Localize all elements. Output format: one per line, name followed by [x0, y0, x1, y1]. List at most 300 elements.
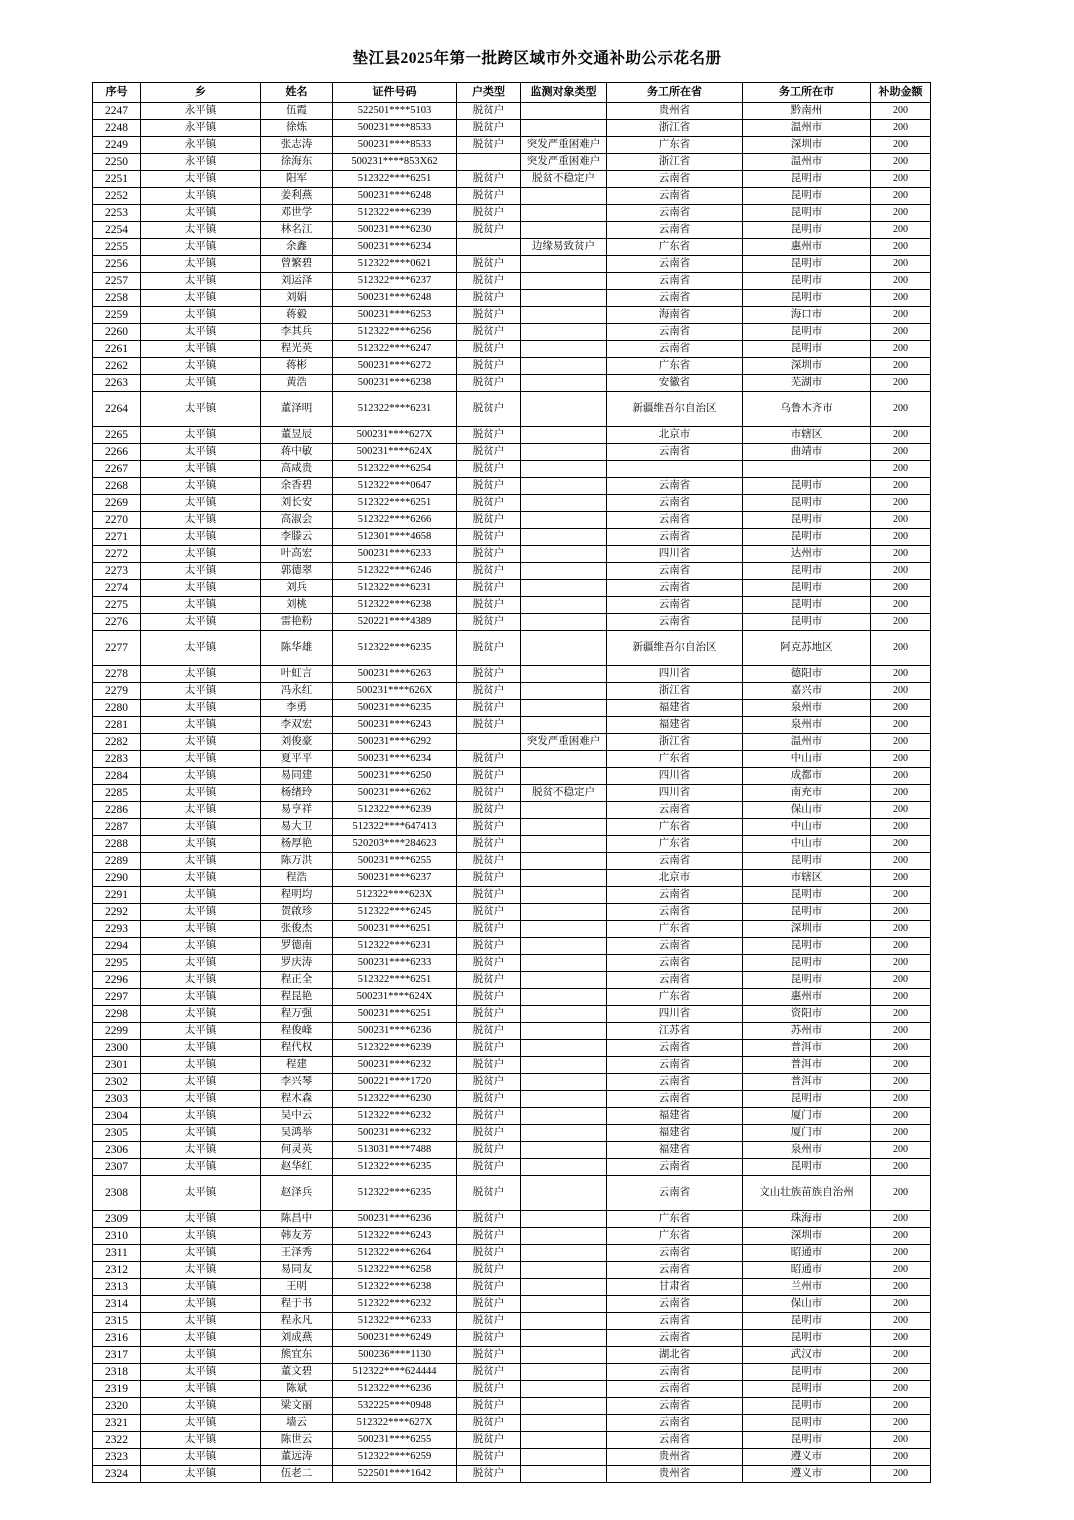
cell-subsidy-amount: 200: [871, 1262, 931, 1279]
cell-monitor-type: [521, 307, 607, 324]
cell-township: 太平镇: [141, 785, 261, 802]
cell-serial: 2285: [93, 785, 141, 802]
cell-work-province: 云南省: [607, 938, 743, 955]
cell-work-province: 云南省: [607, 290, 743, 307]
table-row: [93, 290, 931, 307]
cell-work-province: 云南省: [607, 1296, 743, 1313]
cell-work-city: 曲靖市: [743, 444, 871, 461]
table-row: [93, 1211, 931, 1228]
cell-subsidy-amount: 200: [871, 1330, 931, 1347]
cell-name: 余鑫: [261, 239, 333, 256]
cell-name: 刘成燕: [261, 1330, 333, 1347]
cell-serial: 2260: [93, 324, 141, 341]
cell-id-number: 500231****6233: [333, 546, 457, 563]
cell-work-city: 昆明市: [743, 1313, 871, 1330]
table-row: [93, 1057, 931, 1074]
cell-id-number: 512322****627X: [333, 1415, 457, 1432]
cell-serial: 2288: [93, 836, 141, 853]
cell-name: 赵泽兵: [261, 1176, 333, 1211]
cell-household-type: 脱贫户: [457, 188, 521, 205]
cell-monitor-type: [521, 188, 607, 205]
cell-household-type: 脱贫户: [457, 819, 521, 836]
cell-name: 李双宏: [261, 717, 333, 734]
cell-name: 程万强: [261, 1006, 333, 1023]
cell-township: 太平镇: [141, 921, 261, 938]
cell-township: 太平镇: [141, 273, 261, 290]
cell-household-type: 脱贫户: [457, 802, 521, 819]
cell-work-city: 昆明市: [743, 256, 871, 273]
cell-household-type: 脱贫户: [457, 375, 521, 392]
cell-work-province: 云南省: [607, 1040, 743, 1057]
cell-name: 叶虹言: [261, 666, 333, 683]
cell-work-city: 遵义市: [743, 1449, 871, 1466]
cell-township: 太平镇: [141, 1074, 261, 1091]
cell-work-province: 四川省: [607, 546, 743, 563]
cell-township: 太平镇: [141, 239, 261, 256]
cell-name: 韩友芳: [261, 1228, 333, 1245]
cell-township: 太平镇: [141, 938, 261, 955]
cell-subsidy-amount: 200: [871, 307, 931, 324]
cell-serial: 2301: [93, 1057, 141, 1074]
cell-monitor-type: [521, 256, 607, 273]
cell-serial: 2324: [93, 1466, 141, 1483]
cell-name: 高咸贵: [261, 461, 333, 478]
cell-subsidy-amount: 200: [871, 188, 931, 205]
cell-township: 太平镇: [141, 1108, 261, 1125]
cell-monitor-type: [521, 1211, 607, 1228]
cell-township: 太平镇: [141, 1381, 261, 1398]
cell-work-city: 昆明市: [743, 222, 871, 239]
cell-id-number: 500231****6234: [333, 751, 457, 768]
table-row: [93, 700, 931, 717]
cell-name: 董泽明: [261, 392, 333, 427]
cell-township: 太平镇: [141, 853, 261, 870]
cell-subsidy-amount: 200: [871, 631, 931, 666]
cell-serial: 2299: [93, 1023, 141, 1040]
cell-id-number: 500231****6238: [333, 375, 457, 392]
cell-monitor-type: [521, 614, 607, 631]
cell-work-province: 云南省: [607, 1313, 743, 1330]
cell-subsidy-amount: 200: [871, 802, 931, 819]
cell-name: 刘俊豪: [261, 734, 333, 751]
cell-work-province: 福建省: [607, 1125, 743, 1142]
cell-subsidy-amount: 200: [871, 137, 931, 154]
cell-monitor-type: [521, 529, 607, 546]
cell-subsidy-amount: 200: [871, 290, 931, 307]
table-row: [93, 631, 931, 666]
cell-work-city: 文山壮族苗族自治州: [743, 1176, 871, 1211]
cell-name: 夏平平: [261, 751, 333, 768]
cell-monitor-type: [521, 358, 607, 375]
cell-serial: 2259: [93, 307, 141, 324]
cell-township: 太平镇: [141, 614, 261, 631]
cell-name: 高淑会: [261, 512, 333, 529]
cell-work-city: 德阳市: [743, 666, 871, 683]
table-row: [93, 836, 931, 853]
cell-name: 王泽秀: [261, 1245, 333, 1262]
cell-serial: 2277: [93, 631, 141, 666]
cell-work-city: 昆明市: [743, 1432, 871, 1449]
cell-township: 太平镇: [141, 631, 261, 666]
cell-serial: 2264: [93, 392, 141, 427]
cell-monitor-type: 边缘易致贫户: [521, 239, 607, 256]
cell-monitor-type: [521, 375, 607, 392]
cell-work-province: 云南省: [607, 563, 743, 580]
cell-work-province: 云南省: [607, 188, 743, 205]
cell-work-city: 乌鲁木齐市: [743, 392, 871, 427]
table-row: [93, 1159, 931, 1176]
cell-household-type: 脱贫户: [457, 972, 521, 989]
cell-name: 易大卫: [261, 819, 333, 836]
table-row: [93, 887, 931, 904]
table-row: [93, 972, 931, 989]
cell-work-city: 达州市: [743, 546, 871, 563]
cell-township: 太平镇: [141, 478, 261, 495]
cell-id-number: 512322****6258: [333, 1262, 457, 1279]
cell-id-number: 500231****6234: [333, 239, 457, 256]
cell-township: 太平镇: [141, 427, 261, 444]
cell-serial: 2255: [93, 239, 141, 256]
cell-subsidy-amount: 200: [871, 989, 931, 1006]
cell-monitor-type: [521, 989, 607, 1006]
cell-id-number: 512322****623X: [333, 887, 457, 904]
cell-subsidy-amount: 200: [871, 392, 931, 427]
cell-household-type: 脱贫户: [457, 1023, 521, 1040]
cell-name: 程明均: [261, 887, 333, 904]
cell-monitor-type: [521, 273, 607, 290]
cell-subsidy-amount: 200: [871, 1176, 931, 1211]
page-title: 垫江县2025年第一批跨区域市外交通补助公示花名册: [352, 50, 722, 67]
cell-township: 太平镇: [141, 751, 261, 768]
cell-serial: 2269: [93, 495, 141, 512]
cell-subsidy-amount: 200: [871, 1228, 931, 1245]
table-row: [93, 1108, 931, 1125]
cell-name: 邓世学: [261, 205, 333, 222]
cell-subsidy-amount: 200: [871, 819, 931, 836]
table-row: [93, 375, 931, 392]
cell-name: 梁文丽: [261, 1398, 333, 1415]
cell-work-city: 昆明市: [743, 1415, 871, 1432]
cell-work-city: 温州市: [743, 154, 871, 171]
cell-household-type: 脱贫户: [457, 853, 521, 870]
table-row: [93, 1432, 931, 1449]
cell-name: 程俊峰: [261, 1023, 333, 1040]
cell-township: 太平镇: [141, 444, 261, 461]
cell-work-province: 甘肃省: [607, 1279, 743, 1296]
cell-work-province: 四川省: [607, 785, 743, 802]
cell-id-number: 500231****6233: [333, 955, 457, 972]
cell-work-province: 云南省: [607, 1262, 743, 1279]
cell-serial: 2253: [93, 205, 141, 222]
cell-monitor-type: [521, 1398, 607, 1415]
cell-work-province: 云南省: [607, 495, 743, 512]
cell-work-city: 温州市: [743, 120, 871, 137]
cell-name: 姜利燕: [261, 188, 333, 205]
cell-id-number: 512322****6237: [333, 273, 457, 290]
cell-township: 太平镇: [141, 256, 261, 273]
cell-township: 太平镇: [141, 1449, 261, 1466]
cell-work-city: 芜湖市: [743, 375, 871, 392]
cell-serial: 2268: [93, 478, 141, 495]
cell-name: 易同友: [261, 1262, 333, 1279]
cell-monitor-type: [521, 205, 607, 222]
cell-serial: 2294: [93, 938, 141, 955]
cell-id-number: 500231****6253: [333, 307, 457, 324]
cell-work-city: 昆明市: [743, 188, 871, 205]
cell-work-province: 云南省: [607, 1074, 743, 1091]
cell-id-number: 512322****6236: [333, 1381, 457, 1398]
cell-work-city: 嘉兴市: [743, 683, 871, 700]
cell-township: 太平镇: [141, 955, 261, 972]
cell-household-type: 脱贫户: [457, 1211, 521, 1228]
cell-name: 徐炼: [261, 120, 333, 137]
cell-id-number: 512322****6264: [333, 1245, 457, 1262]
cell-work-city: 昆明市: [743, 273, 871, 290]
cell-id-number: 512322****6232: [333, 1108, 457, 1125]
cell-work-province: 四川省: [607, 1006, 743, 1023]
table-row: [93, 563, 931, 580]
cell-subsidy-amount: 200: [871, 1142, 931, 1159]
cell-township: 太平镇: [141, 375, 261, 392]
table-row: [93, 478, 931, 495]
cell-work-city: 资阳市: [743, 1006, 871, 1023]
cell-name: 程代权: [261, 1040, 333, 1057]
cell-work-province: 福建省: [607, 700, 743, 717]
cell-subsidy-amount: 200: [871, 955, 931, 972]
cell-work-province: 云南省: [607, 1432, 743, 1449]
cell-work-province: 北京市: [607, 427, 743, 444]
cell-household-type: 脱贫户: [457, 785, 521, 802]
cell-serial: 2271: [93, 529, 141, 546]
table-row: [93, 955, 931, 972]
cell-subsidy-amount: 200: [871, 1091, 931, 1108]
cell-monitor-type: [521, 1449, 607, 1466]
cell-work-city: 保山市: [743, 1296, 871, 1313]
cell-name: 何灵英: [261, 1142, 333, 1159]
table-row: [93, 1091, 931, 1108]
cell-monitor-type: [521, 1415, 607, 1432]
cell-id-number: 500231****624X: [333, 989, 457, 1006]
cell-subsidy-amount: 200: [871, 427, 931, 444]
cell-household-type: 脱贫户: [457, 103, 521, 120]
cell-work-city: 普洱市: [743, 1057, 871, 1074]
cell-work-city: 中山市: [743, 836, 871, 853]
cell-subsidy-amount: 200: [871, 103, 931, 120]
cell-monitor-type: [521, 290, 607, 307]
cell-subsidy-amount: 200: [871, 785, 931, 802]
table-row: [93, 1398, 931, 1415]
cell-id-number: 512322****6245: [333, 904, 457, 921]
cell-monitor-type: [521, 1381, 607, 1398]
cell-work-province: 广东省: [607, 819, 743, 836]
table-row: [93, 1125, 931, 1142]
cell-name: 程正全: [261, 972, 333, 989]
table-row: [93, 137, 931, 154]
table-row: [93, 904, 931, 921]
cell-township: 太平镇: [141, 1313, 261, 1330]
cell-name: 徐海东: [261, 154, 333, 171]
cell-name: 郭德翠: [261, 563, 333, 580]
cell-work-city: 昆明市: [743, 904, 871, 921]
cell-household-type: 脱贫户: [457, 478, 521, 495]
cell-subsidy-amount: 200: [871, 1125, 931, 1142]
cell-monitor-type: [521, 392, 607, 427]
cell-work-city: 昆明市: [743, 1091, 871, 1108]
column-header-work-province: 务工所在省: [607, 83, 743, 103]
cell-work-province: 福建省: [607, 1142, 743, 1159]
cell-monitor-type: [521, 495, 607, 512]
table-row: [93, 171, 931, 188]
cell-serial: 2266: [93, 444, 141, 461]
cell-name: 刘兵: [261, 580, 333, 597]
table-row: [93, 1245, 931, 1262]
cell-household-type: 脱贫户: [457, 563, 521, 580]
cell-work-province: 云南省: [607, 1330, 743, 1347]
cell-serial: 2281: [93, 717, 141, 734]
cell-subsidy-amount: 200: [871, 222, 931, 239]
cell-serial: 2257: [93, 273, 141, 290]
cell-id-number: 512322****6256: [333, 324, 457, 341]
cell-id-number: 512322****6239: [333, 802, 457, 819]
cell-name: 吴鸿举: [261, 1125, 333, 1142]
cell-township: 太平镇: [141, 1347, 261, 1364]
cell-id-number: 500231****626X: [333, 683, 457, 700]
cell-work-city: [743, 461, 871, 478]
cell-household-type: 脱贫户: [457, 580, 521, 597]
table-row: [93, 819, 931, 836]
cell-id-number: 512322****6231: [333, 938, 457, 955]
cell-household-type: 脱贫户: [457, 1415, 521, 1432]
cell-work-province: 广东省: [607, 921, 743, 938]
cell-household-type: 脱贫户: [457, 1040, 521, 1057]
cell-serial: 2254: [93, 222, 141, 239]
table-row: [93, 1279, 931, 1296]
cell-monitor-type: [521, 955, 607, 972]
table-row: [93, 597, 931, 614]
cell-work-province: 云南省: [607, 597, 743, 614]
cell-monitor-type: [521, 1040, 607, 1057]
cell-monitor-type: 突发严重困难户: [521, 154, 607, 171]
cell-work-city: 成都市: [743, 768, 871, 785]
cell-serial: 2296: [93, 972, 141, 989]
cell-work-province: 广东省: [607, 836, 743, 853]
cell-serial: 2297: [93, 989, 141, 1006]
cell-subsidy-amount: 200: [871, 1415, 931, 1432]
table-row: [93, 1262, 931, 1279]
cell-id-number: 500231****853X62: [333, 154, 457, 171]
cell-work-city: 昆明市: [743, 955, 871, 972]
cell-township: 太平镇: [141, 171, 261, 188]
cell-subsidy-amount: 200: [871, 751, 931, 768]
cell-serial: 2287: [93, 819, 141, 836]
column-header-name: 姓名: [261, 83, 333, 103]
cell-household-type: 脱贫户: [457, 171, 521, 188]
table-row: [93, 580, 931, 597]
cell-work-province: 云南省: [607, 1381, 743, 1398]
cell-name: 刘长安: [261, 495, 333, 512]
cell-work-city: 昆明市: [743, 1381, 871, 1398]
cell-id-number: 512322****6254: [333, 461, 457, 478]
cell-work-province: 云南省: [607, 1415, 743, 1432]
cell-work-province: 广东省: [607, 137, 743, 154]
table-row: [93, 717, 931, 734]
cell-township: 太平镇: [141, 972, 261, 989]
cell-household-type: 脱贫户: [457, 512, 521, 529]
table-row: [93, 358, 931, 375]
cell-subsidy-amount: 200: [871, 478, 931, 495]
cell-township: 太平镇: [141, 683, 261, 700]
cell-name: 程浩: [261, 870, 333, 887]
cell-id-number: 512322****6231: [333, 392, 457, 427]
cell-monitor-type: [521, 512, 607, 529]
cell-work-city: 惠州市: [743, 239, 871, 256]
cell-name: 董文碧: [261, 1364, 333, 1381]
cell-household-type: 脱贫户: [457, 887, 521, 904]
cell-monitor-type: [521, 1347, 607, 1364]
cell-monitor-type: [521, 1313, 607, 1330]
cell-id-number: 512322****6246: [333, 563, 457, 580]
cell-household-type: 脱贫户: [457, 938, 521, 955]
cell-serial: 2263: [93, 375, 141, 392]
cell-work-city: 深圳市: [743, 921, 871, 938]
cell-id-number: 500231****6263: [333, 666, 457, 683]
cell-township: 太平镇: [141, 1296, 261, 1313]
cell-id-number: 500236****1130: [333, 1347, 457, 1364]
cell-monitor-type: [521, 563, 607, 580]
cell-work-city: 昭通市: [743, 1245, 871, 1262]
cell-id-number: 512322****0647: [333, 478, 457, 495]
cell-work-province: 云南省: [607, 802, 743, 819]
cell-work-city: 泉州市: [743, 700, 871, 717]
cell-subsidy-amount: 200: [871, 614, 931, 631]
cell-id-number: 500231****6250: [333, 768, 457, 785]
cell-household-type: 脱贫户: [457, 392, 521, 427]
cell-township: 太平镇: [141, 836, 261, 853]
table-row: [93, 1449, 931, 1466]
cell-subsidy-amount: 200: [871, 444, 931, 461]
table-row: [93, 1176, 931, 1211]
cell-township: 太平镇: [141, 563, 261, 580]
cell-name: 赵华红: [261, 1159, 333, 1176]
cell-work-city: 泉州市: [743, 1142, 871, 1159]
cell-work-province: 海南省: [607, 307, 743, 324]
cell-monitor-type: [521, 1159, 607, 1176]
cell-work-province: 广东省: [607, 1228, 743, 1245]
cell-work-city: 昆明市: [743, 324, 871, 341]
cell-serial: 2291: [93, 887, 141, 904]
cell-id-number: 512322****624444: [333, 1364, 457, 1381]
cell-work-province: 云南省: [607, 1245, 743, 1262]
cell-work-city: 普洱市: [743, 1040, 871, 1057]
cell-work-city: 昆明市: [743, 938, 871, 955]
header-row: [93, 83, 931, 103]
cell-work-province: 云南省: [607, 1176, 743, 1211]
cell-subsidy-amount: 200: [871, 495, 931, 512]
table-row: [93, 188, 931, 205]
cell-id-number: 500231****6255: [333, 1432, 457, 1449]
cell-work-city: 厦门市: [743, 1125, 871, 1142]
cell-work-city: 苏州市: [743, 1023, 871, 1040]
cell-serial: 2283: [93, 751, 141, 768]
cell-work-city: 昆明市: [743, 972, 871, 989]
cell-name: 陈斌: [261, 1381, 333, 1398]
cell-monitor-type: [521, 1364, 607, 1381]
cell-subsidy-amount: 200: [871, 683, 931, 700]
cell-work-city: 昆明市: [743, 290, 871, 307]
cell-serial: 2251: [93, 171, 141, 188]
column-header-serial: 序号: [93, 83, 141, 103]
table-row: [93, 683, 931, 700]
